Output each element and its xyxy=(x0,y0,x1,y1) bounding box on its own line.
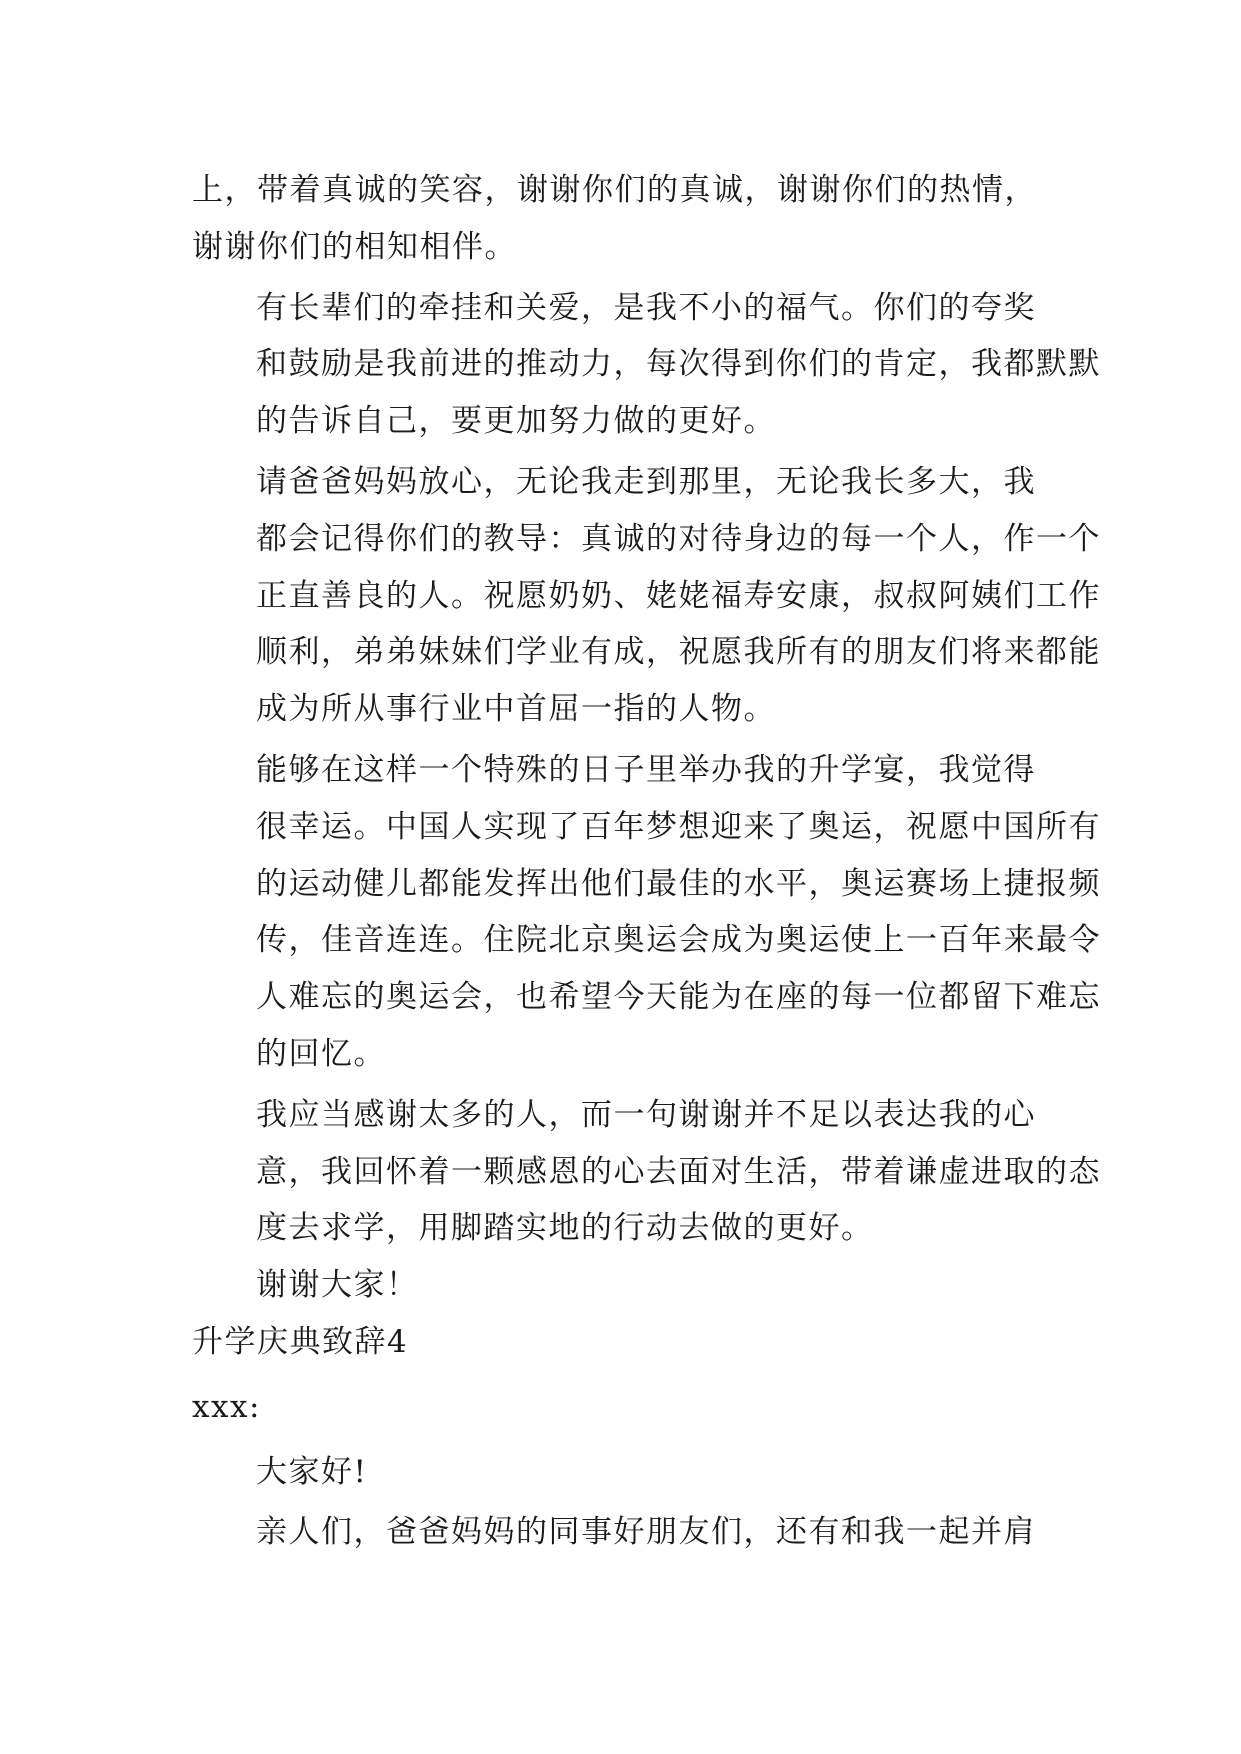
text-line: 都会记得你们的教导：真诚的对待身边的每一个人，作一个 xyxy=(256,520,1101,557)
text-line: 的运动健儿都能发挥出他们最佳的水平，奥运赛场上捷报频 xyxy=(256,865,1101,902)
salutation-text: xxx: xyxy=(192,1388,261,1425)
salutation xyxy=(192,1379,1054,1436)
text-line: 请爸爸妈妈放心，无论我走到那里，无论我长多大，我 xyxy=(256,463,1036,500)
paragraph-1 xyxy=(192,162,1054,276)
document-body xyxy=(192,162,1101,1561)
text-line: 度去求学，用脚踏实地的行动去做的更好。 xyxy=(256,1210,874,1247)
paragraph-thanks xyxy=(192,1257,1054,1314)
text-line: 人难忘的奥运会，也希望今天能为在座的每一位都留下难忘 xyxy=(256,979,1101,1016)
text-line: 的回忆。 xyxy=(256,1035,386,1072)
text-line: 传，佳音连连。住院北京奥运会成为奥运使上一百年来最令 xyxy=(256,922,1101,959)
text-line: 意，我回怀着一颗感恩的心去面对生活，带着谦虚进取的态 xyxy=(256,1153,1101,1190)
text-line: 成为所从事行业中首屈一指的人物。 xyxy=(256,691,776,728)
section-title-text: 升学庆典致辞4 xyxy=(192,1323,409,1360)
text-line: 和鼓励是我前进的推动力，每次得到你们的肯定，我都默默 xyxy=(256,346,1101,383)
closing-paragraph xyxy=(192,1504,1054,1561)
text-line: 谢谢你们的相知相伴。 xyxy=(192,228,517,265)
text-line: 我应当感谢太多的人，而一句谢谢并不足以表达我的心 xyxy=(256,1096,1036,1133)
text-line: 很幸运。中国人实现了百年梦想迎来了奥运，祝愿中国所有 xyxy=(256,808,1101,845)
paragraph-2 xyxy=(192,280,1101,450)
paragraph-5 xyxy=(192,1087,1101,1257)
greeting-text: 大家好! xyxy=(256,1453,368,1490)
paragraph-3 xyxy=(192,454,1101,738)
greeting xyxy=(192,1444,1054,1501)
section-title xyxy=(192,1314,1054,1371)
text-line: 正直善良的人。祝愿奶奶、姥姥福寿安康，叔叔阿姨们工作 xyxy=(256,577,1101,614)
text-line: 顺利，弟弟妹妹们学业有成，祝愿我所有的朋友们将来都能 xyxy=(256,634,1101,671)
text-line: 能够在这样一个特殊的日子里举办我的升学宴，我觉得 xyxy=(256,751,1036,788)
text-line: 有长辈们的牵挂和关爱，是我不小的福气。你们的夸奖 xyxy=(256,289,1036,326)
paragraph-4 xyxy=(192,742,1101,1083)
text-line: 的告诉自己，要更加努力做的更好。 xyxy=(256,403,776,440)
text-line: 亲人们，爸爸妈妈的同事好朋友们，还有和我一起并肩 xyxy=(256,1514,1036,1551)
text-line: 谢谢大家！ xyxy=(256,1267,419,1304)
text-line: 上，带着真诚的笑容，谢谢你们的真诚，谢谢你们的热情， xyxy=(192,172,1037,208)
